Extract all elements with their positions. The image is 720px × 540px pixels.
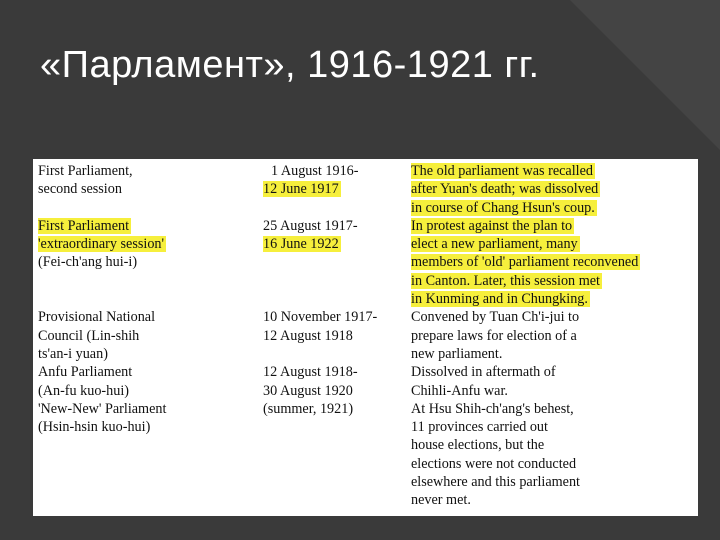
row5-name-line1: 'New-New' Parliament [38, 400, 167, 417]
row4-date-line2: 30 August 1920 [263, 382, 353, 399]
row2-note-line1: In protest against the plan to [411, 217, 573, 234]
row1-note-line1: The old parliament was recalled [411, 163, 593, 179]
row1-note-line2: after Yuan's death; was dissolved [411, 181, 599, 198]
row1-date-line1: 1 August 1916- [271, 163, 359, 179]
row3-note-line1: Convened by Tuan Ch'i-jui to [411, 309, 580, 326]
row1-name-line1: First Parliament, [38, 163, 133, 179]
row5-date-line1: (summer, 1921) [263, 400, 354, 417]
row2-date-line2: 16 June 1922 [263, 236, 339, 253]
notes-column [411, 162, 698, 510]
row2-name-line1: First Parliament [38, 217, 130, 234]
name-column [38, 162, 258, 436]
row4-name-line2: (An-fu kuo-hui) [38, 382, 130, 399]
row5-note-line1: At Hsu Shih-ch'ang's behest, [411, 400, 574, 417]
row2-date-line1: 25 August 1917- [263, 217, 358, 234]
row2-note-line3: members of 'old' parliament reconvened [411, 254, 639, 271]
row3-note-line3: new parliament. [411, 345, 503, 362]
row3-note-line2: prepare laws for election of a [411, 327, 577, 344]
corner-decoration [570, 0, 720, 150]
row4-note-line1: Dissolved in aftermath of [411, 364, 556, 381]
row2-name-line3: (Fei-ch'ang hui-i) [38, 254, 138, 271]
row1-name-line2: second session [38, 181, 122, 198]
row5-note-line2: 11 provinces carried out [411, 419, 548, 436]
row3-name-line1: Provisional National [38, 309, 156, 326]
row2-note-line5: in Kunming and in Chungking. [411, 291, 588, 308]
row2-note-line4: in Canton. Later, this session met [411, 272, 600, 289]
row5-note-line3: house elections, but the [411, 437, 545, 454]
slide-title: «Парламент», 1916-1921 гг. [40, 44, 540, 86]
row1-date-line2: 12 June 1917 [263, 181, 339, 198]
row3-name-line2: Council (Lin-shih [38, 327, 140, 344]
row3-date-line1: 10 November 1917- [263, 309, 378, 326]
row4-note-line2: Chihli-Anfu war. [411, 382, 508, 399]
scanned-table [33, 159, 698, 516]
row2-note-line2: elect a new parliament, many [411, 236, 578, 253]
row5-note-line4: elections were not conducted [411, 455, 577, 472]
row4-name-line1: Anfu Parliament [38, 364, 133, 381]
row3-name-line3: ts'an-i yuan) [38, 345, 108, 362]
row5-note-line5: elsewhere and this parliament [411, 474, 581, 491]
row1-note-line3: in course of Chang Hsun's coup. [411, 199, 595, 216]
row5-name-line2: (Hsin-hsin kuo-hui) [38, 419, 151, 436]
row2-name-line2: 'extraordinary session' [38, 236, 165, 253]
row3-date-line2: 12 August 1918 [263, 327, 353, 344]
row5-note-line6: never met. [411, 492, 471, 509]
dates-column [263, 162, 413, 418]
row4-date-line1: 12 August 1918- [263, 364, 358, 381]
